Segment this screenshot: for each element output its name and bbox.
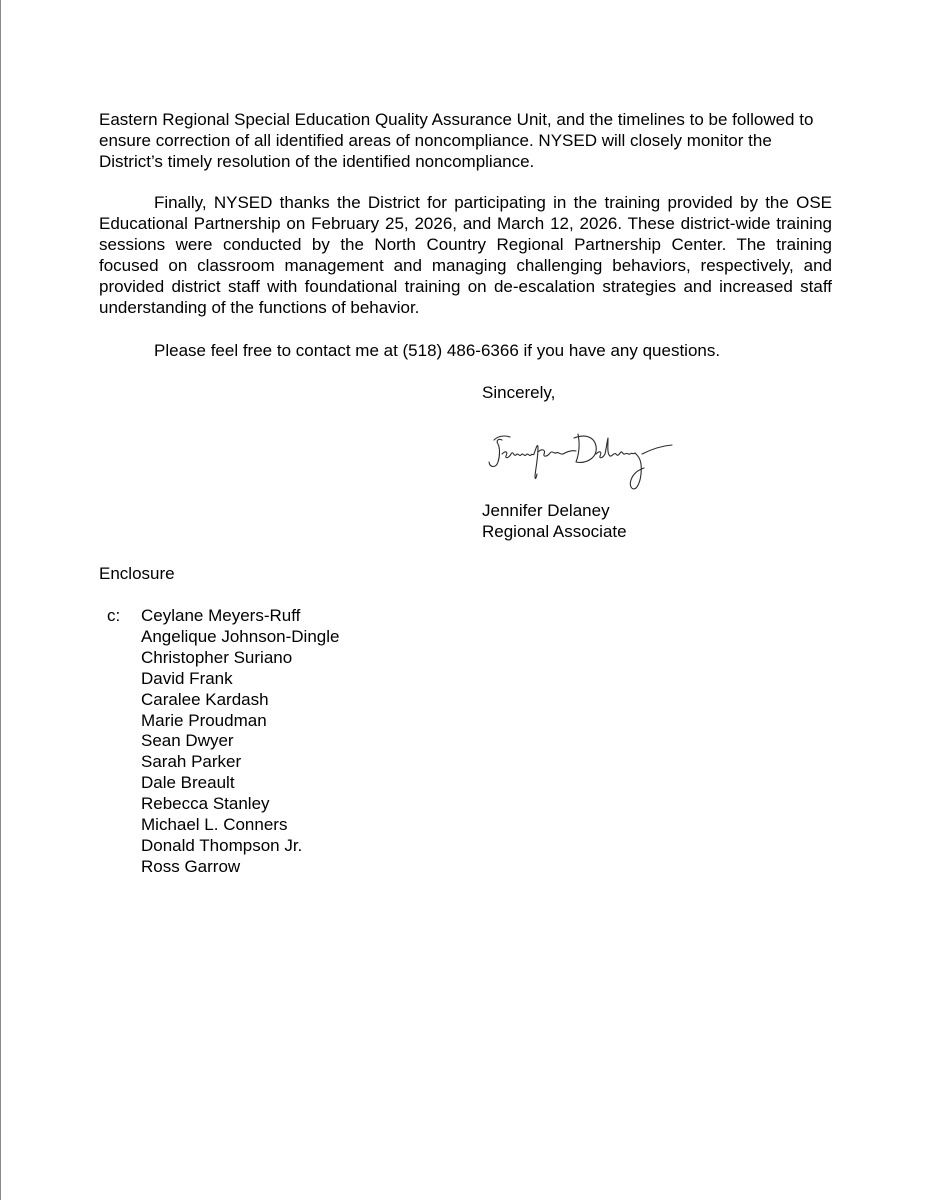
- closing-salutation: Sincerely,: [482, 383, 556, 402]
- cc-recipient: Donald Thompson Jr.: [141, 835, 303, 855]
- cc-recipient: Christopher Suriano: [141, 647, 293, 667]
- cc-recipient: Angelique Johnson-Dingle: [141, 626, 340, 646]
- cc-recipient: Ross Garrow: [141, 856, 241, 876]
- signer-block: [482, 501, 782, 543]
- cc-recipient: Caralee Kardash: [141, 689, 269, 709]
- cc-label: c:: [107, 606, 121, 625]
- signature-graphic: [484, 424, 684, 496]
- cc-recipient: Marie Proudman: [141, 710, 267, 730]
- cc-recipient: Michael L. Conners: [141, 815, 288, 835]
- cc-recipient: Sean Dwyer: [141, 731, 234, 751]
- signer-name: Jennifer Delaney: [482, 501, 610, 520]
- paragraph-training-thanks: Finally, NYSED thanks the District for participating in the training provided by the OSE Educational Partnership on February 25, 2026, and March 12, 2026. These district-wide training sessions were conducted by the North Country Regional Partnership Center. The training focused on classroom management and managing challenging behaviors, respectively, and provided district staff with foundational training on de-escalation strategies and increased staff understanding of the functions of behavior.: [99, 193, 832, 317]
- cc-recipient: Dale Breault: [141, 773, 235, 793]
- page-edge-line: [0, 0, 1, 1200]
- cc-recipient: Sarah Parker: [141, 752, 242, 772]
- handwritten-signature: [484, 424, 684, 496]
- cc-recipient-list: [141, 606, 339, 878]
- cc-recipient: Rebecca Stanley: [141, 794, 270, 814]
- cc-recipient: Ceylane Meyers-Ruff: [141, 606, 301, 625]
- paragraph-correction-timelines: Eastern Regional Special Education Quality Assurance Unit, and the timelines to be followed to ensure correction of all identified areas of noncompliance. NYSED will closely monitor the District’s timely resolution of the identified noncompliance.: [99, 110, 814, 171]
- cc-recipient: David Frank: [141, 668, 233, 688]
- paragraph-contact-info: Please feel free to contact me at (518) 486-6366 if you have any questions.: [154, 341, 721, 360]
- signer-title: Regional Associate: [482, 521, 627, 541]
- enclosure-note: Enclosure: [99, 564, 175, 583]
